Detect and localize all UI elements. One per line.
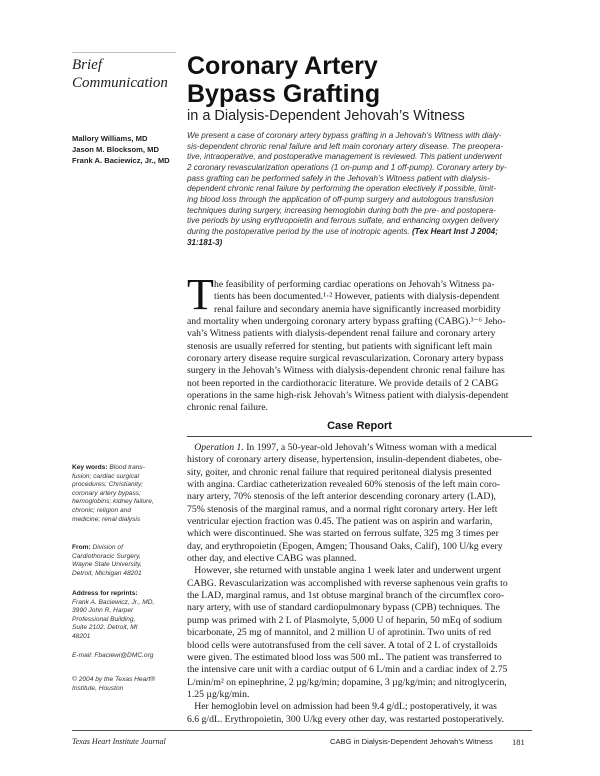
abstract-line: We present a case of coronary artery bypass grafting in a Jehovah’s Witness with dialy-: [187, 131, 502, 140]
keywords-label: Key words:: [72, 464, 108, 471]
article-title: [187, 52, 380, 108]
author: Jason M. Blocksom, MD: [72, 145, 159, 154]
footer-rule: [72, 730, 532, 731]
reprints-label-text: Address for reprints:: [72, 590, 138, 597]
copyright-block: [72, 676, 182, 693]
case-line: [187, 442, 532, 454]
case-line: nary artery, 70% stenosis of the left anterior descending coronary artery (LAD),: [187, 491, 496, 503]
case-line: 6.6 g/dL. Erythropoietin, 300 U/kg every other day, was restarted postoperatively.: [187, 713, 504, 725]
intro-line: coronary artery disease require surgical revascularization. Coronary artery bypass: [187, 353, 504, 365]
affiliation-line: [72, 544, 182, 553]
reprints-line: 48201: [72, 632, 91, 640]
case-line: However, she returned with unstable angina 1 week later and underwent urgent: [187, 565, 501, 577]
reprints-label: [72, 590, 182, 599]
keywords-line: [72, 464, 182, 473]
intro-line: not been reported in the cardiothoracic literature. We provide details of 2 CABG: [187, 377, 499, 389]
keywords-line: chronic; religion and: [72, 506, 132, 514]
case-line: which were discontinued. She was started on ferrous sulfate, 325 mg 3 times per: [187, 528, 499, 540]
intro-line: operations in the same high-risk Jehovah’s Witness patient with dialysis-dependent: [187, 390, 509, 402]
reprints-line: 3990 John R, Harper: [72, 607, 134, 615]
keywords-line: medicine; renal dialysis: [72, 515, 141, 523]
keywords-line: procedures; Christianity;: [72, 481, 144, 489]
keywords-text: Blood trans-: [107, 464, 145, 471]
case-line: 1.25 µg/kg/min.: [187, 688, 250, 700]
abstract-line: 2 coronary revascularization operations (1 on-pump and 1 off-pump). Coronary artery by-: [187, 162, 507, 172]
affiliation-block: [72, 544, 182, 578]
intro-line: and mortality when undergoing coronary artery bypass grafting (CABG).³⁻⁶ Jeho-: [187, 316, 506, 328]
citation-continued: 31:181-3): [187, 237, 223, 247]
from-label: From:: [72, 544, 91, 551]
keywords-block: [72, 464, 182, 524]
title-line: Bypass Grafting: [187, 80, 381, 108]
affiliation-text: Division of: [90, 544, 123, 551]
case-line: L/min/m² on epinephrine, 2 µg/kg/min; dopamine, 3 µg/kg/min; and nitroglycerin,: [187, 676, 507, 688]
abstract-line: dependent chronic renal failure by performing the operation electively if possible, limit-: [187, 184, 496, 194]
author: Frank A. Baciewicz, Jr., MD: [72, 156, 170, 165]
case-line: other day, and elective CABG was planned.: [187, 553, 357, 565]
keywords-line: hemoglobins; kidney failure,: [72, 498, 154, 506]
reprints-block: [72, 590, 182, 642]
intro-line: he feasibility of performing cardiac operations on Jehovah’s Witness pa-: [214, 279, 495, 290]
abstract-line: sis-dependent chronic renal failure and left main coronary artery disease. The preopera-: [187, 141, 504, 151]
abstract-line: [187, 227, 532, 238]
affiliation-line: Wayne State University,: [72, 561, 142, 569]
case-line: day, and erythropoietin (Epogen, Amgen; Thousand Oaks, Calif), 100 U/kg every: [187, 540, 503, 552]
author: Mallory Williams, MD: [72, 134, 148, 143]
introduction: [187, 279, 532, 415]
section-rule: [187, 436, 532, 437]
case-line: CABG. Revascularization was accomplished with reverse saphenous vein grafts to: [187, 577, 508, 589]
kicker-rule: [72, 52, 176, 53]
case-line: bicarbonate, 25 mg of mannitol, and 2 million U of aprotinin. Two units of red: [187, 627, 491, 639]
abstract-line: techniques during surgery, increasing hemoglobin during both the pre- and postopera-: [187, 205, 496, 215]
kicker-line: Communication: [72, 75, 168, 91]
intro-line: surgery in the Jehovah’s Witness with dialysis-dependent chronic renal failure has: [187, 365, 505, 377]
case-line: nary artery, with use of standard cardiopulmonary bypass (CPB) techniques. The: [187, 602, 500, 614]
case-line: blood cells were autotransfused from the cell saver. A total of 2 L of crystalloids: [187, 639, 498, 651]
case-line: the LAD, marginal ramus, and 1st obtuse marginal branch of the circumflex coro-: [187, 590, 505, 602]
operation-label: Operation 1.: [194, 442, 244, 453]
case-line: with angina. Cardiac catheterization revealed 60% stenosis of the left main coro-: [187, 479, 501, 491]
intro-line: tients has been documented.¹·² However, patients with dialysis-dependent: [214, 291, 500, 303]
intro-line: stenosis are usually referred for stenting, but patients with significant left main: [187, 340, 493, 352]
case-line: sity, goiter, and chronic renal failure that required peritoneal dialysis presented: [187, 466, 492, 478]
copyright-line: © 2004 by the Texas Heart®: [72, 676, 156, 683]
case-line: Her hemoglobin level on admission had been 9.4 g/dL; postoperatively, it was: [187, 701, 497, 713]
case-line: history of coronary artery disease, hypertension, insulin-dependent diabetes, obe-: [187, 454, 503, 466]
citation: (Tex Heart Inst J 2004;: [411, 226, 498, 236]
reprints-line: Professional Building,: [72, 615, 136, 623]
intro-line: renal failure and secondary anemia have significantly increased morbidity: [214, 303, 501, 315]
case-line: the intensive care unit with a cardiac output of 6 L/min and a cardiac index of 2.75: [187, 664, 508, 676]
reprints-line: Suite 2102, Detroit, MI: [72, 624, 138, 632]
article-type-kicker: [72, 56, 168, 92]
intro-line: chronic renal failure.: [187, 402, 268, 414]
intro-line: vah’s Witness patients with dialysis-dependent renal failure and coronary artery: [187, 328, 496, 340]
reprints-line: Frank A. Baciewicz, Jr., MD,: [72, 598, 155, 606]
page-number: 181: [512, 737, 525, 747]
keywords-line: coronary artery bypass;: [72, 489, 141, 497]
email-line[interactable]: E-mail: Fbaciewi@DMC.org: [72, 652, 154, 659]
case-line-text: In 1997, a 50-year-old Jehovah’s Witness woman with a medical: [243, 442, 497, 453]
footer-running-title: CABG in Dialysis-Dependent Jehovah’s Witness: [330, 737, 493, 746]
affiliation-line: Detroit, Michigan 48201: [72, 569, 142, 577]
abstract-line: pass grafting can be performed safely in the Jehovah’s Witness patient with dialysis-: [187, 173, 490, 183]
keywords-line: fusion; cardiac surgical: [72, 472, 140, 480]
copyright-line: Institute, Houston: [72, 684, 124, 692]
abstract: [187, 131, 532, 248]
title-line: Coronary Artery: [187, 52, 378, 80]
abstract-line: tive periods by using erythropoietin and ferrous sulfate, and enhancing oxygen delivery: [187, 216, 499, 226]
case-line: pump was primed with 2 L of Plasmolyte, 5,000 U of heparin, 50 mEq of sodium: [187, 614, 502, 626]
article-subtitle: in a Dialysis-Dependent Jehovah’s Witness: [187, 108, 465, 124]
case-line: 75% stenosis of the marginal ramus, and a normal right coronary artery. Her left: [187, 503, 498, 515]
drop-cap: T: [187, 270, 214, 319]
affiliation-line: Cardiothoracic Surgery,: [72, 552, 141, 560]
section-heading: Case Report: [327, 420, 392, 432]
case-line: ventricular ejection fraction was 0.45. The patient was on aspirin and warfarin,: [187, 516, 493, 528]
case-line: were given. The estimated blood loss was 500 mL. The patient was transferred to: [187, 651, 502, 663]
abstract-line: tive, intraoperative, and postoperative management is reviewed. This patient underwent: [187, 152, 502, 162]
footer-journal-name: Texas Heart Institute Journal: [72, 737, 166, 746]
kicker-line: Brief: [72, 57, 102, 73]
abstract-line: ing blood loss through the application of off-pump surgery and autologous transfusion: [187, 194, 494, 204]
author-list: [72, 133, 170, 166]
case-report-body: [187, 442, 532, 726]
abstract-line-text: during the postoperative period by the use of inotropic agents.: [187, 226, 410, 236]
